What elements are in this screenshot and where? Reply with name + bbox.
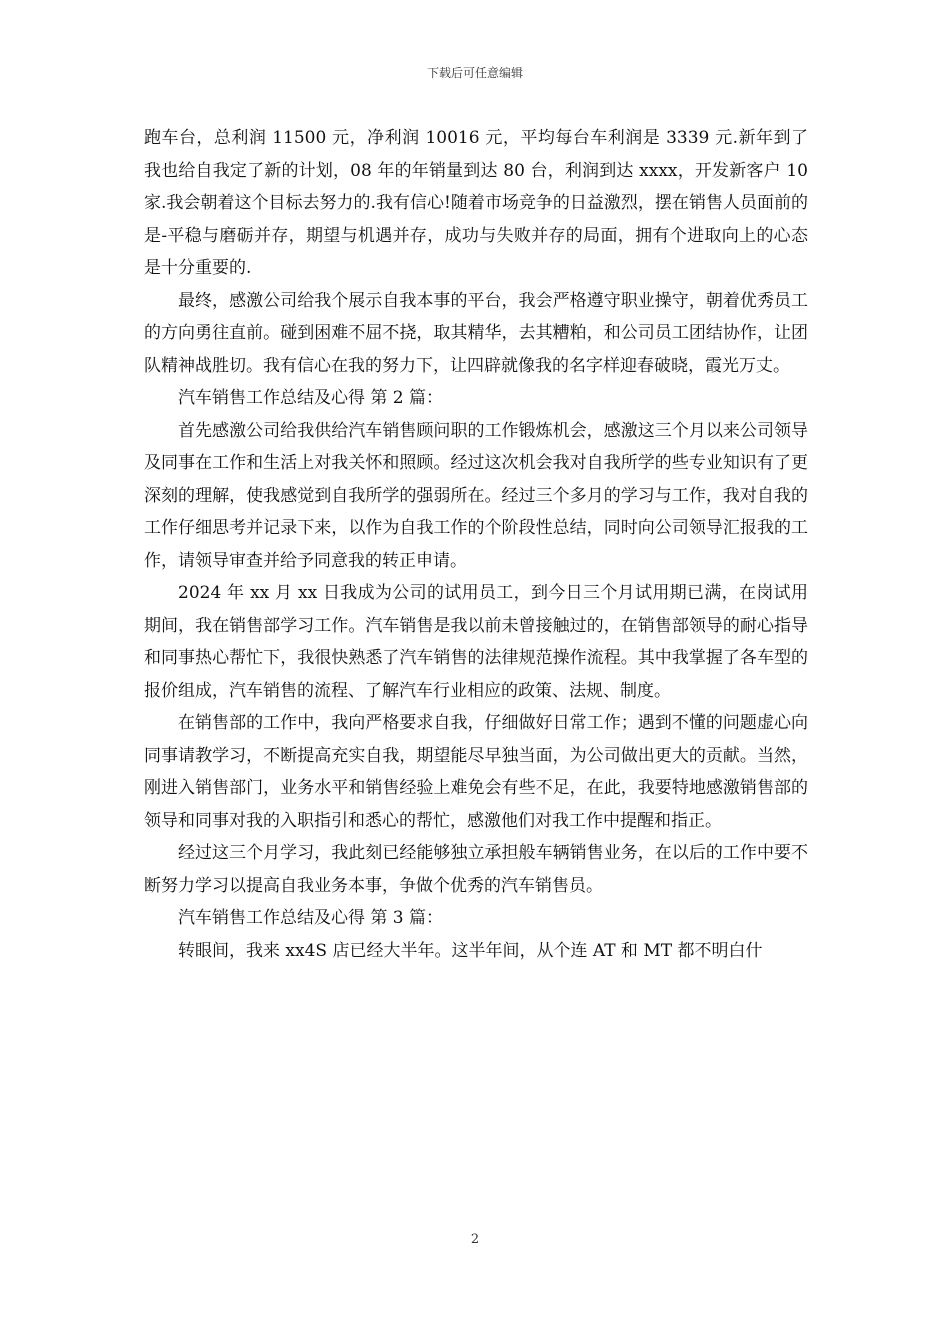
paragraph-closing: 最终，感激公司给我个展示自我本事的平台，我会严格遵守职业操守，朝着优秀员工的方向勇往直前。碰到困难不屈不挠，取其精华，去其糟粕，和公司员工团结协作，让团队精神战胜切。我有信心在我的努力下，让四辟就像我的名字样迎春破晓，霞光万丈。: [144, 290, 808, 376]
section-heading-part-3: 汽车销售工作总结及心得 第 3 篇：: [178, 908, 444, 928]
section-heading-part-2: 汽车销售工作总结及心得 第 2 篇：: [178, 388, 444, 408]
paragraph-three-months: 经过这三个月学习，我此刻已经能够独立承担般车辆销售业务，在以后的工作中要不断努力学习以提高自我业务本事，争做个优秀的汽车销售员。: [144, 843, 808, 896]
document-body: [144, 122, 808, 967]
paragraph-probation: 2024 年 xx 月 xx 日我成为公司的试用员工，到今日三个月试用期已满，在岗试用期间，我在销售部学习工作。汽车销售是我以前未曾接触过的，在销售部领导的耐心指导和同事热心帮忙下，我很快熟悉了汽车销售的法律规范操作流程。其中我掌握了各车型的报价组成，汽车销售的流程、了解汽车行业相应的政策、法规、制度。: [144, 583, 808, 701]
page-header-note: 下载后可任意编辑: [426, 66, 523, 80]
page-number: 2: [470, 1232, 480, 1247]
paragraph-gratitude: 首先感激公司给我供给汽车销售顾问职的工作锻炼机会，感激这三个月以来公司领导及同事在工作和生活上对我关怀和照顾。经过这次机会我对自我所学的些专业知识有了更深刻的理解，使我感觉到自我所学的强弱所在。经过三个多月的学习与工作，我对自我的工作仔细思考并记录下来，以作为自我工作的个阶段性总结，同时向公司领导汇报我的工作，请领导审查并给予同意我的转正申请。: [144, 420, 808, 571]
paragraph-part-3-start: 转眼间，我来 xx4S 店已经大半年。这半年间，从个连 AT 和 MT 都不明白什: [178, 940, 763, 961]
paragraph-sales-department: 在销售部的工作中，我向严格要求自我，仔细做好日常工作；遇到不懂的问题虚心向同事请教学习，不断提高充实自我，期望能尽早独当面，为公司做出更大的贡献。当然，刚进入销售部门，业务水平和销售经验上难免会有些不足，在此，我要特地感激销售部的领导和同事对我的入职指引和悉心的帮忙，感激他们对我工作中提醒和指正。: [144, 713, 808, 831]
paragraph-continuation: 跑车台，总利润 11500 元，净利润 10016 元，平均每台车利润是 3339 元.新年到了我也给自我定了新的计划，08 年的年销量到达 80 台，利润到达 xxxx，开发新客户 10 家.我会朝着这个目标去努力的.我有信心!随着市场竞争的日益激烈，摆在销售人员面前的是-平稳与磨砺并存，期望与机遇并存，成功与失败并存的局面，拥有个进取向上的心态是十分重要的.: [144, 128, 808, 278]
